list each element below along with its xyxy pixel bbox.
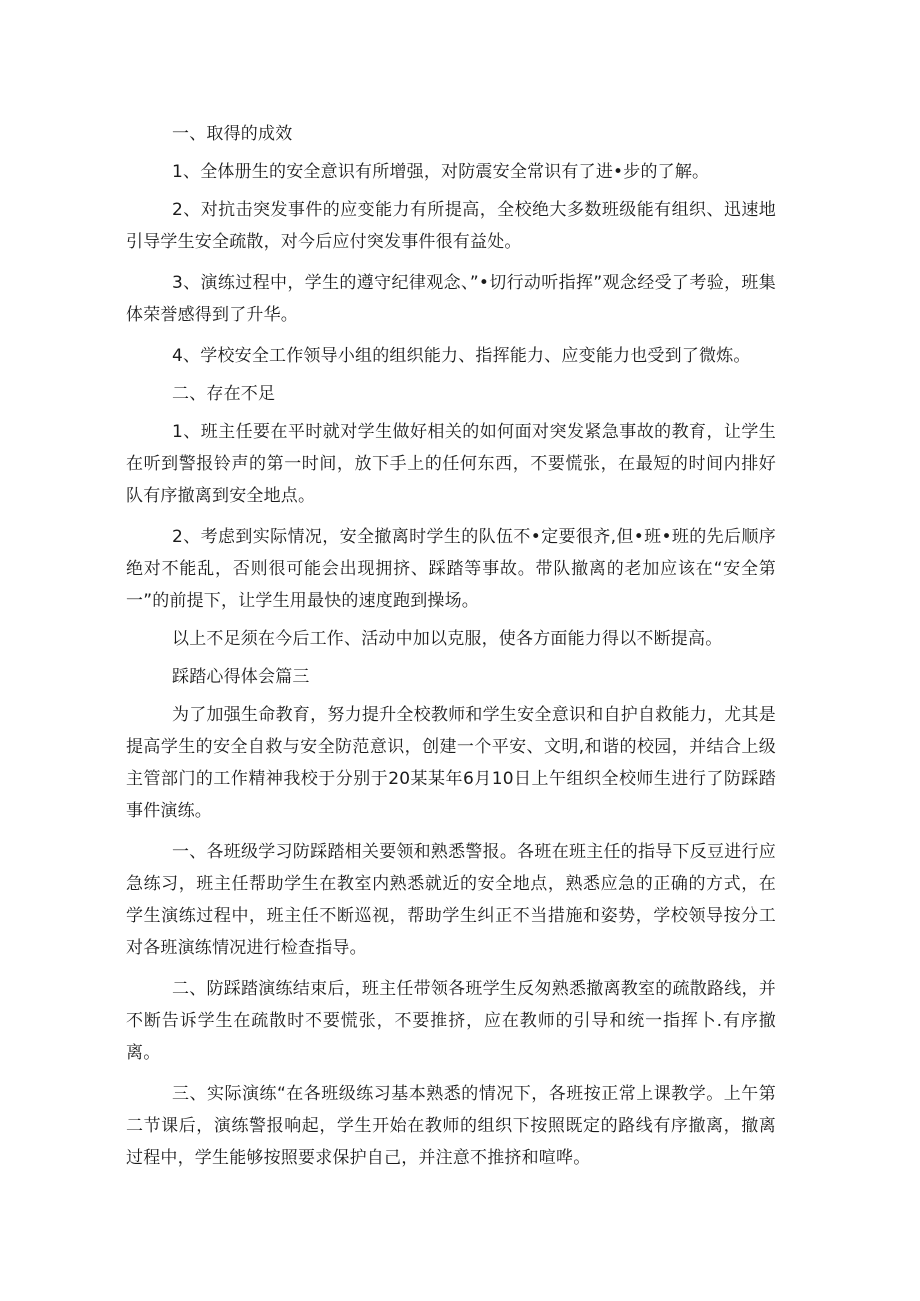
section-heading-achievements: 一、取得的成效 — [172, 124, 293, 144]
section-heading-shortcomings: 二、存在不足 — [172, 384, 276, 404]
paragraph: 为了加强生命教育，努力提升全校教师和学生安全意识和自护自救能力，尤其是提高学生的安全自救与安全防范意识，创建一个平安、文明,和谐的校园，并结合上级主管部门的工作精神我校于分别于20某某年6月10日上午组织全校师生进行了防踩踏事件演练。 — [126, 705, 776, 821]
paragraph: 4、学校安全工作领导小组的组织能力、指挥能力、应变能力也受到了微炼。 — [172, 346, 751, 366]
paragraph: 二、防踩踏演练结束后，班主任带领各班学生反匆熟悉撤离教室的疏散路线，并不断告诉学生在疏散时不要慌张，不要推挤，应在教师的引导和统一指挥卜.有序撤离。 — [126, 979, 776, 1063]
article-title: 踩踏心得体会篇三 — [172, 667, 310, 687]
paragraph: 2、考虑到实际情况，安全撤离时学生的队伍不•定要很齐,但•班•班的先后顺序绝对不能乱，否则很可能会出现拥挤、踩踏等事故。带队撤离的老加应该在“安全第一”的前提下，让学生用最快的速度跑到操场。 — [126, 527, 776, 611]
document-body — [126, 118, 776, 1174]
paragraph: 三、实际演练“在各班级练习基本熟悉的情况下，各班按正常上课教学。上午第二节课后，演练警报响起，学生开始在教师的组织下按照既定的路线有序撤离，撤离过程中，学生能够按照要求保护自己，并注意不推挤和喧哗。 — [126, 1084, 776, 1168]
paragraph: 3、演练过程中，学生的遵守纪律观念、”•切行动听指挥”观念经受了考验，班集体荣誉感得到了升华。 — [126, 273, 776, 325]
paragraph: 1、班主任要在平时就对学生做好相关的如何面对突发紧急事故的教育，让学生在听到警报铃声的第一时间，放下手上的任何东西，不要慌张，在最短的时间内排好队有序撤离到安全地点。 — [126, 422, 776, 506]
paragraph: 1、全体册生的安全意识有所增强，对防震安全常识有了进•步的了解。 — [172, 162, 710, 182]
paragraph: 2、对抗击突发事件的应变能力有所提高，全校绝大多数班级能有组织、迅速地引导学生安全疏散，对今后应付突发事件很有益处。 — [126, 200, 776, 252]
paragraph: 以上不足须在今后工作、活动中加以克服，使各方面能力得以不断提高。 — [172, 629, 723, 649]
paragraph: 一、各班级学习防踩踏相关要领和熟悉警报。各班在班主任的指导下反豆进行应急练习，班主任帮助学生在教室内熟悉就近的安全地点，熟悉应急的正确的方式，在学生演练过程中，班主任不断巡视，帮助学生纠正不当措施和姿势，学校领导按分工对各班演练情况进行检查指导。 — [126, 842, 776, 958]
